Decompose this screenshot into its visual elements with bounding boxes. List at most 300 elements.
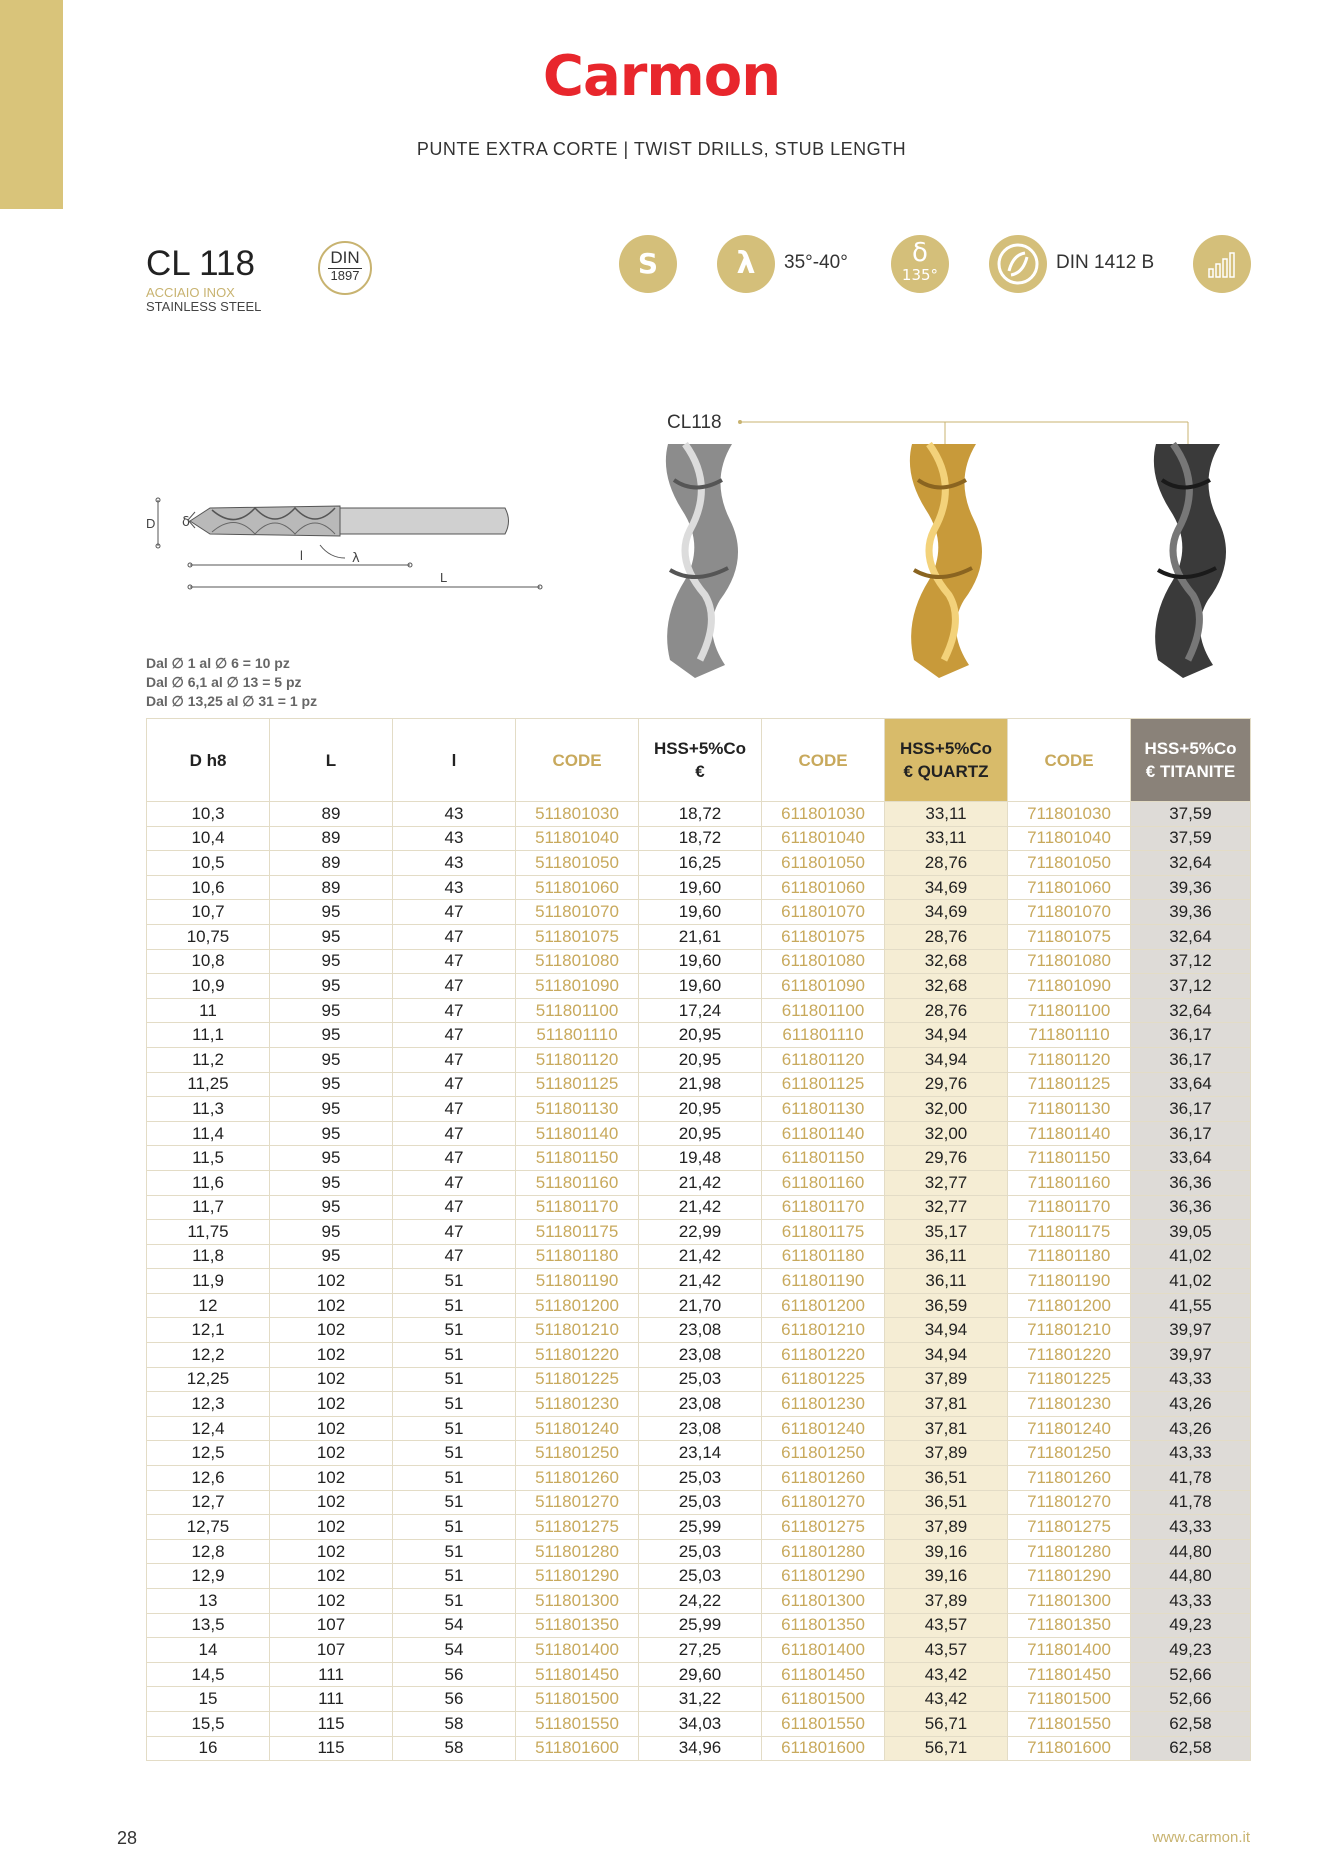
cell-code-titanite: 711801275 <box>1008 1515 1131 1540</box>
cell-price-titanite: 49,23 <box>1131 1613 1251 1638</box>
cell-total-length: 102 <box>270 1318 393 1343</box>
cell-price-hss: 19,48 <box>639 1146 762 1171</box>
cell-price-quartz: 39,16 <box>885 1564 1008 1589</box>
table-row <box>147 826 1251 851</box>
cell-flute-length: 51 <box>393 1441 516 1466</box>
table-row <box>147 1515 1251 1540</box>
cell-code-titanite: 711801225 <box>1008 1367 1131 1392</box>
din-number: 1897 <box>328 268 362 283</box>
cell-code-hss: 511801110 <box>516 1023 639 1048</box>
cell-price-quartz: 43,42 <box>885 1687 1008 1712</box>
cell-price-titanite: 52,66 <box>1131 1687 1251 1712</box>
cell-price-quartz: 37,89 <box>885 1441 1008 1466</box>
table-row <box>147 1711 1251 1736</box>
cell-price-quartz: 36,51 <box>885 1466 1008 1491</box>
bar-chart-icon <box>1193 235 1251 293</box>
din-label: DIN <box>330 248 360 267</box>
table-row <box>147 1269 1251 1294</box>
cell-flute-length: 56 <box>393 1687 516 1712</box>
cell-price-quartz: 33,11 <box>885 826 1008 851</box>
cell-diameter: 15,5 <box>147 1711 270 1736</box>
cell-price-quartz: 32,68 <box>885 974 1008 999</box>
drill-hss-steel <box>666 444 738 678</box>
cell-total-length: 89 <box>270 851 393 876</box>
cell-price-titanite: 37,12 <box>1131 949 1251 974</box>
drill-quartz-gold <box>910 444 982 678</box>
cell-diameter: 12,7 <box>147 1490 270 1515</box>
cell-total-length: 102 <box>270 1343 393 1368</box>
cell-diameter: 12,2 <box>147 1343 270 1368</box>
cell-total-length: 95 <box>270 998 393 1023</box>
cell-total-length: 102 <box>270 1441 393 1466</box>
cell-flute-length: 47 <box>393 1023 516 1048</box>
table-row <box>147 1662 1251 1687</box>
cell-total-length: 102 <box>270 1416 393 1441</box>
cell-code-quartz: 611801225 <box>762 1367 885 1392</box>
cell-price-quartz: 43,42 <box>885 1662 1008 1687</box>
packaging-note-3: Dal ∅ 13,25 al ∅ 31 = 1 pz <box>146 693 318 709</box>
dim-d-label: D <box>146 516 156 531</box>
cell-price-titanite: 39,36 <box>1131 875 1251 900</box>
cell-code-quartz: 611801290 <box>762 1564 885 1589</box>
cell-price-quartz: 43,57 <box>885 1613 1008 1638</box>
cell-price-quartz: 37,81 <box>885 1392 1008 1417</box>
cell-code-hss: 511801225 <box>516 1367 639 1392</box>
cell-code-hss: 511801140 <box>516 1121 639 1146</box>
cell-price-hss: 23,08 <box>639 1318 762 1343</box>
cell-price-hss: 21,42 <box>639 1269 762 1294</box>
cell-diameter: 11,25 <box>147 1072 270 1097</box>
cell-code-titanite: 711801450 <box>1008 1662 1131 1687</box>
cell-code-quartz: 611801300 <box>762 1589 885 1614</box>
cell-code-titanite: 711801175 <box>1008 1220 1131 1245</box>
cell-price-titanite: 43,33 <box>1131 1515 1251 1540</box>
cell-total-length: 102 <box>270 1589 393 1614</box>
drill-product-label: CL118 <box>667 412 722 433</box>
cell-price-titanite: 43,33 <box>1131 1441 1251 1466</box>
drill-variants-illustration <box>640 420 1260 690</box>
cell-total-length: 115 <box>270 1736 393 1761</box>
cell-code-quartz: 611801175 <box>762 1220 885 1245</box>
cell-code-titanite: 711801240 <box>1008 1416 1131 1441</box>
tolerance-icon <box>989 235 1047 293</box>
cell-flute-length: 51 <box>393 1564 516 1589</box>
cell-flute-length: 43 <box>393 802 516 827</box>
cell-price-quartz: 56,71 <box>885 1736 1008 1761</box>
cell-code-hss: 511801040 <box>516 826 639 851</box>
cell-total-length: 102 <box>270 1539 393 1564</box>
table-row <box>147 1441 1251 1466</box>
cell-flute-length: 47 <box>393 1170 516 1195</box>
cell-code-quartz: 611801270 <box>762 1490 885 1515</box>
cell-flute-length: 47 <box>393 900 516 925</box>
cell-code-titanite: 711801030 <box>1008 802 1131 827</box>
cell-flute-length: 47 <box>393 1121 516 1146</box>
packaging-note-1: Dal ∅ 1 al ∅ 6 = 10 pz <box>146 655 290 671</box>
cell-price-hss: 23,08 <box>639 1392 762 1417</box>
cell-code-titanite: 711801110 <box>1008 1023 1131 1048</box>
cell-flute-length: 47 <box>393 1244 516 1269</box>
cell-code-quartz: 611801275 <box>762 1515 885 1540</box>
cell-total-length: 102 <box>270 1490 393 1515</box>
cell-code-quartz: 611801050 <box>762 851 885 876</box>
product-code: CL 118 <box>146 244 255 283</box>
cell-price-titanite: 36,36 <box>1131 1170 1251 1195</box>
cell-code-quartz: 611801280 <box>762 1539 885 1564</box>
cell-code-hss: 511801400 <box>516 1638 639 1663</box>
cell-price-hss: 25,03 <box>639 1539 762 1564</box>
cell-code-titanite: 711801050 <box>1008 851 1131 876</box>
table-row <box>147 802 1251 827</box>
cell-diameter: 10,75 <box>147 924 270 949</box>
cell-total-length: 95 <box>270 1121 393 1146</box>
din-standard-badge <box>318 241 372 295</box>
cell-price-hss: 21,42 <box>639 1195 762 1220</box>
cell-price-titanite: 32,64 <box>1131 998 1251 1023</box>
cell-code-titanite: 711801280 <box>1008 1539 1131 1564</box>
cell-total-length: 95 <box>270 949 393 974</box>
cell-code-titanite: 711801230 <box>1008 1392 1131 1417</box>
cell-price-hss: 19,60 <box>639 875 762 900</box>
cell-price-titanite: 52,66 <box>1131 1662 1251 1687</box>
material-english: STAINLESS STEEL <box>146 299 262 314</box>
website-link[interactable]: www.carmon.it <box>1152 1829 1250 1846</box>
table-row <box>147 1736 1251 1761</box>
cell-price-quartz: 29,76 <box>885 1146 1008 1171</box>
cell-price-quartz: 36,59 <box>885 1293 1008 1318</box>
cell-diameter: 11,9 <box>147 1269 270 1294</box>
cell-price-hss: 20,95 <box>639 1121 762 1146</box>
cell-total-length: 111 <box>270 1662 393 1687</box>
table-row <box>147 1589 1251 1614</box>
cell-code-hss: 511801290 <box>516 1564 639 1589</box>
cell-diameter: 10,7 <box>147 900 270 925</box>
cell-price-hss: 16,25 <box>639 851 762 876</box>
delta-symbol: δ <box>912 238 928 268</box>
cell-total-length: 107 <box>270 1613 393 1638</box>
cell-code-quartz: 611801030 <box>762 802 885 827</box>
cell-code-hss: 511801275 <box>516 1515 639 1540</box>
cell-price-quartz: 28,76 <box>885 924 1008 949</box>
cell-price-quartz: 37,89 <box>885 1515 1008 1540</box>
cell-code-titanite: 711801300 <box>1008 1589 1131 1614</box>
cell-price-titanite: 39,97 <box>1131 1343 1251 1368</box>
cell-diameter: 12,4 <box>147 1416 270 1441</box>
cell-code-titanite: 711801125 <box>1008 1072 1131 1097</box>
table-row <box>147 875 1251 900</box>
table-row <box>147 900 1251 925</box>
cell-price-titanite: 43,33 <box>1131 1589 1251 1614</box>
cell-code-titanite: 711801120 <box>1008 1047 1131 1072</box>
cell-price-hss: 25,99 <box>639 1515 762 1540</box>
cell-price-titanite: 44,80 <box>1131 1564 1251 1589</box>
cell-price-titanite: 33,64 <box>1131 1146 1251 1171</box>
cell-diameter: 14,5 <box>147 1662 270 1687</box>
table-row <box>147 1170 1251 1195</box>
table-row <box>147 1220 1251 1245</box>
drill-titanite-dark <box>1154 444 1226 678</box>
cell-price-quartz: 34,94 <box>885 1318 1008 1343</box>
brand-logo: Carmon <box>542 44 781 109</box>
cell-price-titanite: 43,26 <box>1131 1416 1251 1441</box>
cell-price-titanite: 41,78 <box>1131 1490 1251 1515</box>
cell-code-quartz: 611801080 <box>762 949 885 974</box>
cell-flute-length: 51 <box>393 1269 516 1294</box>
cell-code-hss: 511801120 <box>516 1047 639 1072</box>
cell-total-length: 95 <box>270 1047 393 1072</box>
cell-code-hss: 511801450 <box>516 1662 639 1687</box>
cell-price-quartz: 32,68 <box>885 949 1008 974</box>
table-row <box>147 1687 1251 1712</box>
cell-flute-length: 51 <box>393 1589 516 1614</box>
cell-price-titanite: 33,64 <box>1131 1072 1251 1097</box>
cell-code-titanite: 711801090 <box>1008 974 1131 999</box>
cell-code-hss: 511801080 <box>516 949 639 974</box>
cell-flute-length: 47 <box>393 1146 516 1171</box>
table-row <box>147 1318 1251 1343</box>
cell-price-titanite: 39,97 <box>1131 1318 1251 1343</box>
cell-code-quartz: 611801100 <box>762 998 885 1023</box>
cell-total-length: 102 <box>270 1466 393 1491</box>
cell-price-hss: 20,95 <box>639 1023 762 1048</box>
cell-price-titanite: 37,59 <box>1131 802 1251 827</box>
cell-code-hss: 511801280 <box>516 1539 639 1564</box>
cell-price-hss: 29,60 <box>639 1662 762 1687</box>
cell-flute-length: 47 <box>393 1097 516 1122</box>
cell-flute-length: 47 <box>393 949 516 974</box>
cell-code-hss: 511801070 <box>516 900 639 925</box>
cell-price-hss: 21,61 <box>639 924 762 949</box>
cell-code-quartz: 611801170 <box>762 1195 885 1220</box>
cell-flute-length: 47 <box>393 1047 516 1072</box>
cell-code-hss: 511801250 <box>516 1441 639 1466</box>
cell-price-titanite: 39,05 <box>1131 1220 1251 1245</box>
cell-price-quartz: 34,94 <box>885 1023 1008 1048</box>
cell-code-titanite: 711801180 <box>1008 1244 1131 1269</box>
cell-total-length: 89 <box>270 826 393 851</box>
cell-code-titanite: 711801200 <box>1008 1293 1131 1318</box>
cell-code-quartz: 611801070 <box>762 900 885 925</box>
header-code-titanite: CODE <box>1008 719 1131 802</box>
cell-code-hss: 511801125 <box>516 1072 639 1097</box>
header-price-quartz: HSS+5%Co € QUARTZ <box>885 719 1008 802</box>
cell-code-titanite: 711801290 <box>1008 1564 1131 1589</box>
cell-total-length: 102 <box>270 1293 393 1318</box>
cell-total-length: 89 <box>270 802 393 827</box>
cell-total-length: 115 <box>270 1711 393 1736</box>
cell-code-quartz: 611801090 <box>762 974 885 999</box>
cell-code-hss: 511801600 <box>516 1736 639 1761</box>
cell-code-titanite: 711801550 <box>1008 1711 1131 1736</box>
cell-total-length: 95 <box>270 1195 393 1220</box>
table-row <box>147 1367 1251 1392</box>
cell-code-hss: 511801240 <box>516 1416 639 1441</box>
cell-price-titanite: 62,58 <box>1131 1736 1251 1761</box>
cell-code-quartz: 611801240 <box>762 1416 885 1441</box>
table-row <box>147 1613 1251 1638</box>
cell-code-hss: 511801500 <box>516 1687 639 1712</box>
cell-price-hss: 34,96 <box>639 1736 762 1761</box>
dim-delta-label: δ <box>182 515 190 530</box>
cell-code-titanite: 711801040 <box>1008 826 1131 851</box>
cell-diameter: 11 <box>147 998 270 1023</box>
cell-code-hss: 511801175 <box>516 1220 639 1245</box>
table-row <box>147 1244 1251 1269</box>
cell-diameter: 12 <box>147 1293 270 1318</box>
cell-price-quartz: 32,00 <box>885 1097 1008 1122</box>
cell-price-hss: 21,42 <box>639 1244 762 1269</box>
dim-L-label: L <box>440 570 448 585</box>
cell-price-quartz: 32,00 <box>885 1121 1008 1146</box>
cell-code-quartz: 611801600 <box>762 1736 885 1761</box>
cell-price-hss: 19,60 <box>639 974 762 999</box>
cell-price-titanite: 37,12 <box>1131 974 1251 999</box>
steel-type-icon: S <box>619 235 677 293</box>
cell-code-quartz: 611801220 <box>762 1343 885 1368</box>
table-row <box>147 998 1251 1023</box>
table-row <box>147 1392 1251 1417</box>
cell-total-length: 111 <box>270 1687 393 1712</box>
cell-flute-length: 43 <box>393 875 516 900</box>
header-price-hss: HSS+5%Co € <box>639 719 762 802</box>
cell-diameter: 13 <box>147 1589 270 1614</box>
table-row <box>147 1638 1251 1663</box>
cell-code-titanite: 711801160 <box>1008 1170 1131 1195</box>
cell-price-quartz: 56,71 <box>885 1711 1008 1736</box>
cell-code-quartz: 611801200 <box>762 1293 885 1318</box>
cell-code-hss: 511801200 <box>516 1293 639 1318</box>
cell-code-titanite: 711801130 <box>1008 1097 1131 1122</box>
cell-price-titanite: 43,26 <box>1131 1392 1251 1417</box>
cell-price-titanite: 39,36 <box>1131 900 1251 925</box>
cell-flute-length: 51 <box>393 1515 516 1540</box>
table-row <box>147 1539 1251 1564</box>
cell-flute-length: 54 <box>393 1613 516 1638</box>
cell-diameter: 11,5 <box>147 1146 270 1171</box>
cell-code-quartz: 611801060 <box>762 875 885 900</box>
cell-diameter: 10,9 <box>147 974 270 999</box>
cell-code-quartz: 611801040 <box>762 826 885 851</box>
cell-code-quartz: 611801120 <box>762 1047 885 1072</box>
header-flute-length: l <box>393 719 516 802</box>
page-number: 28 <box>117 1828 138 1848</box>
header-diameter: D h8 <box>147 719 270 802</box>
table-row <box>147 1416 1251 1441</box>
cell-price-quartz: 33,11 <box>885 802 1008 827</box>
cell-price-quartz: 43,57 <box>885 1638 1008 1663</box>
cell-total-length: 95 <box>270 1097 393 1122</box>
cell-code-titanite: 711801210 <box>1008 1318 1131 1343</box>
cell-price-quartz: 35,17 <box>885 1220 1008 1245</box>
cell-flute-length: 47 <box>393 974 516 999</box>
cell-price-titanite: 62,58 <box>1131 1711 1251 1736</box>
cell-price-quartz: 34,69 <box>885 875 1008 900</box>
cell-code-hss: 511801300 <box>516 1589 639 1614</box>
cell-code-titanite: 711801190 <box>1008 1269 1131 1294</box>
cell-code-quartz: 611801500 <box>762 1687 885 1712</box>
cell-price-titanite: 43,33 <box>1131 1367 1251 1392</box>
table-row <box>147 851 1251 876</box>
cell-code-titanite: 711801060 <box>1008 875 1131 900</box>
cell-price-titanite: 36,17 <box>1131 1047 1251 1072</box>
table-row <box>147 1072 1251 1097</box>
cell-diameter: 12,75 <box>147 1515 270 1540</box>
cell-price-hss: 24,22 <box>639 1589 762 1614</box>
cell-code-quartz: 611801190 <box>762 1269 885 1294</box>
cell-code-titanite: 711801075 <box>1008 924 1131 949</box>
cell-diameter: 12,3 <box>147 1392 270 1417</box>
cell-diameter: 10,4 <box>147 826 270 851</box>
cell-diameter: 12,1 <box>147 1318 270 1343</box>
cell-flute-length: 56 <box>393 1662 516 1687</box>
cell-price-hss: 23,14 <box>639 1441 762 1466</box>
cell-diameter: 11,4 <box>147 1121 270 1146</box>
cell-price-quartz: 37,81 <box>885 1416 1008 1441</box>
cell-diameter: 12,9 <box>147 1564 270 1589</box>
drill-dimension-diagram <box>140 490 560 600</box>
cell-flute-length: 51 <box>393 1293 516 1318</box>
cell-diameter: 11,75 <box>147 1220 270 1245</box>
cell-price-hss: 23,08 <box>639 1416 762 1441</box>
table-row <box>147 1195 1251 1220</box>
cell-price-hss: 25,99 <box>639 1613 762 1638</box>
table-row <box>147 1023 1251 1048</box>
table-row <box>147 1490 1251 1515</box>
cell-price-quartz: 34,94 <box>885 1343 1008 1368</box>
cell-total-length: 95 <box>270 1023 393 1048</box>
cell-price-hss: 21,42 <box>639 1170 762 1195</box>
cell-price-hss: 23,08 <box>639 1343 762 1368</box>
table-row <box>147 924 1251 949</box>
cell-code-quartz: 611801180 <box>762 1244 885 1269</box>
cell-price-hss: 18,72 <box>639 826 762 851</box>
cell-flute-length: 51 <box>393 1539 516 1564</box>
header-price-titanite: HSS+5%Co € TITANITE <box>1131 719 1251 802</box>
cell-code-quartz: 611801150 <box>762 1146 885 1171</box>
cell-code-quartz: 611801350 <box>762 1613 885 1638</box>
cell-diameter: 11,3 <box>147 1097 270 1122</box>
cell-price-hss: 17,24 <box>639 998 762 1023</box>
cell-price-titanite: 36,17 <box>1131 1097 1251 1122</box>
price-table <box>146 718 1251 1761</box>
cell-price-hss: 20,95 <box>639 1047 762 1072</box>
cell-price-hss: 19,60 <box>639 949 762 974</box>
cell-code-hss: 511801180 <box>516 1244 639 1269</box>
cell-price-quartz: 32,77 <box>885 1170 1008 1195</box>
table-row <box>147 1146 1251 1171</box>
cell-code-titanite: 711801270 <box>1008 1490 1131 1515</box>
cell-code-hss: 511801190 <box>516 1269 639 1294</box>
cell-code-titanite: 711801070 <box>1008 900 1131 925</box>
cell-code-titanite: 711801100 <box>1008 998 1131 1023</box>
cell-code-hss: 511801075 <box>516 924 639 949</box>
cell-total-length: 102 <box>270 1367 393 1392</box>
cell-diameter: 11,7 <box>147 1195 270 1220</box>
cell-diameter: 11,6 <box>147 1170 270 1195</box>
cell-price-hss: 18,72 <box>639 802 762 827</box>
cell-price-quartz: 36,51 <box>885 1490 1008 1515</box>
cell-diameter: 12,6 <box>147 1466 270 1491</box>
cell-diameter: 10,8 <box>147 949 270 974</box>
cell-code-titanite: 711801600 <box>1008 1736 1131 1761</box>
cell-flute-length: 47 <box>393 924 516 949</box>
cell-total-length: 95 <box>270 900 393 925</box>
cell-price-titanite: 41,02 <box>1131 1244 1251 1269</box>
table-row <box>147 1097 1251 1122</box>
cell-flute-length: 47 <box>393 1072 516 1097</box>
table-row <box>147 949 1251 974</box>
cell-price-hss: 25,03 <box>639 1367 762 1392</box>
